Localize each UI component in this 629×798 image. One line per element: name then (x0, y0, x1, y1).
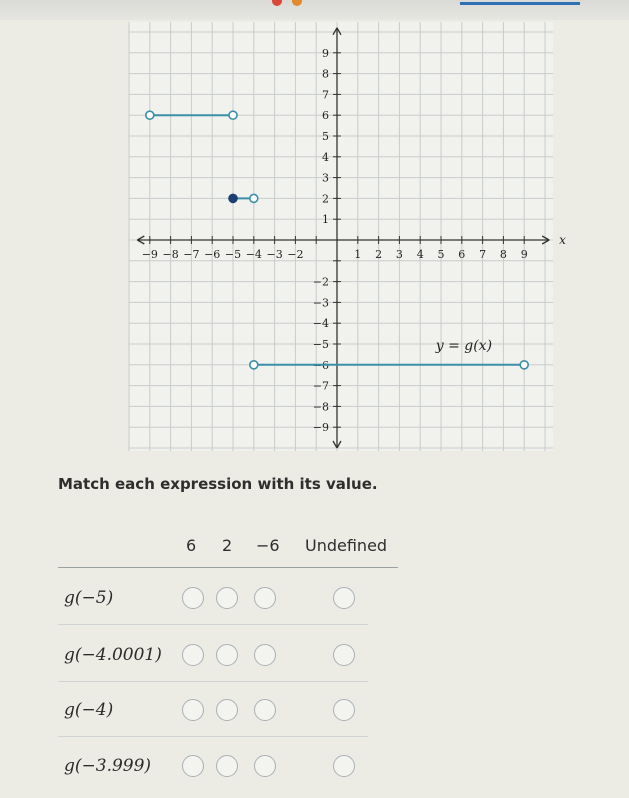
radio-option-neg6[interactable] (254, 644, 276, 666)
y-tick-label: 7 (322, 88, 329, 102)
header-divider (58, 567, 398, 568)
column-header-neg6: −6 (256, 536, 280, 555)
radio-option-neg6[interactable] (254, 755, 276, 777)
y-tick-label: 9 (322, 46, 329, 60)
radio-option-2[interactable] (216, 587, 238, 609)
radio-option-undefined[interactable] (333, 587, 355, 609)
y-tick-label: −4 (312, 317, 329, 331)
y-tick-label: −8 (312, 400, 329, 414)
x-tick-label: 9 (520, 248, 528, 261)
open-endpoint (520, 361, 528, 369)
y-tick-label: −9 (312, 421, 329, 435)
function-graph (129, 22, 566, 451)
y-tick-label: 1 (322, 213, 329, 227)
open-endpoint (250, 361, 258, 369)
row-divider (58, 624, 368, 625)
row-divider (58, 736, 368, 737)
x-tick-label: −9 (141, 248, 158, 261)
x-tick-label: −7 (183, 248, 200, 261)
radio-option-undefined[interactable] (333, 644, 355, 666)
y-tick-label: −7 (312, 379, 329, 393)
radio-option-2[interactable] (216, 644, 238, 666)
x-tick-label: 8 (499, 248, 507, 261)
row-divider (58, 681, 368, 682)
column-header-2: 2 (222, 536, 233, 555)
question-row (0, 692, 629, 732)
question-row (0, 580, 629, 620)
expression-label: g(−3.999) (64, 756, 152, 776)
radio-option-undefined[interactable] (333, 755, 355, 777)
radio-option-6[interactable] (182, 755, 204, 777)
question-row (0, 637, 629, 677)
y-tick-label: 4 (322, 150, 329, 164)
radio-option-6[interactable] (182, 644, 204, 666)
y-tick-label: −3 (312, 296, 329, 310)
y-tick-label: −5 (312, 338, 329, 351)
open-endpoint (146, 111, 154, 119)
x-tick-label: −6 (204, 248, 221, 261)
answer-column-headers (0, 536, 629, 560)
y-tick-label: 5 (322, 130, 329, 143)
x-tick-label: −5 (224, 248, 242, 261)
radio-option-undefined[interactable] (333, 699, 355, 721)
open-endpoint (229, 111, 237, 119)
x-tick-label: 1 (354, 248, 362, 261)
radio-option-2[interactable] (216, 755, 238, 777)
x-tick-label: 2 (375, 248, 383, 261)
graph-svg (129, 22, 566, 451)
closed-endpoint (229, 194, 237, 202)
y-tick-label: 6 (322, 109, 329, 123)
radio-option-neg6[interactable] (254, 587, 276, 609)
progress-line (460, 2, 580, 5)
question-prompt: Match each expression with its value. (58, 475, 378, 493)
browser-top-strip (0, 0, 629, 20)
column-header-6: 6 (186, 536, 197, 555)
function-label: y = g(x) (435, 338, 493, 355)
open-endpoint (250, 194, 258, 202)
radio-option-neg6[interactable] (254, 699, 276, 721)
column-header-undefined: Undefined (305, 536, 388, 555)
x-tick-label: 3 (395, 248, 403, 261)
radio-option-2[interactable] (216, 699, 238, 721)
y-tick-label: −2 (312, 275, 329, 289)
question-row (0, 748, 629, 788)
x-tick-label: −4 (245, 248, 262, 261)
y-tick-label: 3 (322, 171, 329, 185)
x-tick-label: −2 (287, 248, 304, 261)
x-axis-label: x (559, 233, 566, 247)
radio-option-6[interactable] (182, 587, 204, 609)
y-tick-label: 2 (322, 192, 329, 206)
y-tick-label: −6 (312, 358, 329, 372)
x-tick-label: 4 (416, 248, 424, 261)
expression-label: g(−4.0001) (64, 645, 162, 665)
radio-option-6[interactable] (182, 699, 204, 721)
x-tick-label: 7 (479, 248, 487, 261)
red-dot-icon (272, 0, 282, 6)
x-tick-label: 6 (458, 248, 466, 261)
expression-label: g(−4) (64, 700, 114, 720)
x-tick-label: −3 (266, 248, 283, 261)
x-tick-label: 5 (437, 248, 445, 261)
x-tick-label: −8 (162, 248, 179, 261)
expression-label: g(−5) (64, 588, 114, 608)
y-tick-label: 8 (322, 67, 329, 81)
orange-dot-icon (292, 0, 302, 6)
